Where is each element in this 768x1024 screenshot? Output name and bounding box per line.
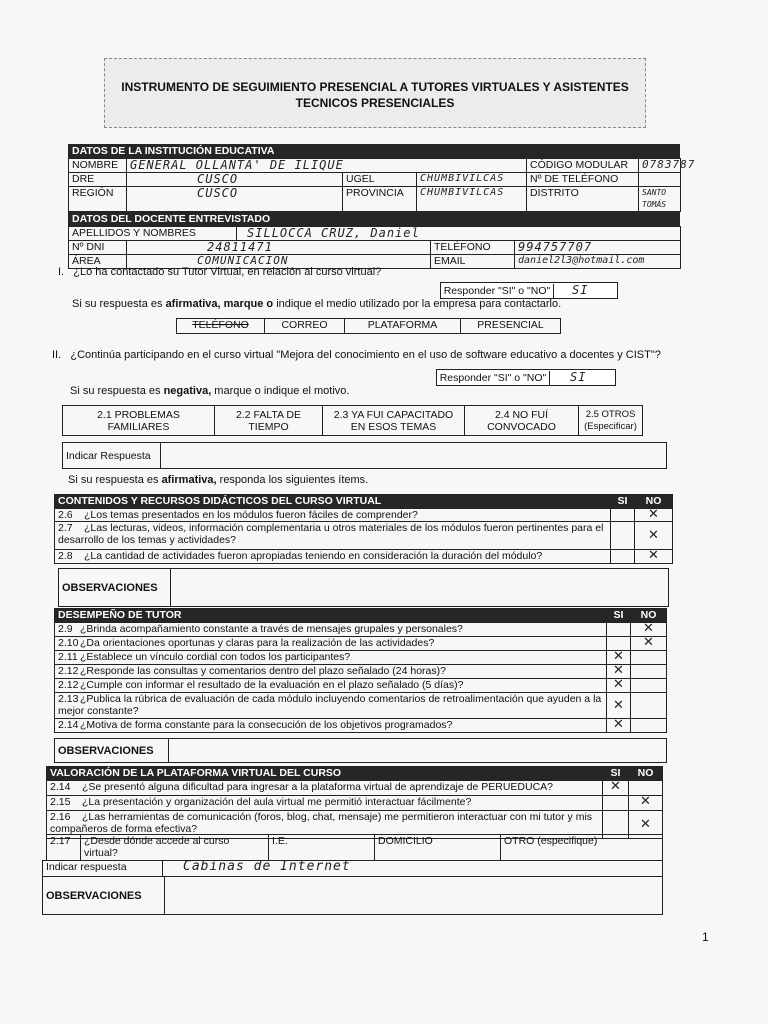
indicar-respuesta-field[interactable] [161, 443, 667, 469]
desempeno-no-header: NO [631, 609, 667, 623]
plataforma-table [46, 766, 663, 839]
item-num: 2.9 [58, 623, 73, 635]
desempeno-obs-field[interactable] [169, 739, 667, 763]
no-cell[interactable]: ✕ [635, 550, 673, 564]
option-plataforma[interactable]: PLATAFORMA [345, 319, 461, 334]
no-cell[interactable]: ✕ [631, 623, 667, 637]
desempeno-item [55, 637, 607, 651]
plataforma-obs-field[interactable] [165, 877, 663, 915]
si-cell[interactable]: ✕ [607, 679, 631, 693]
option-presencial[interactable]: PRESENCIAL [461, 319, 561, 334]
institution-header: DATOS DE LA INSTITUCIÓN EDUCATIVA [68, 144, 680, 158]
section2-response-box [436, 369, 616, 386]
contenidos-header: CONTENIDOS Y RECURSOS DIDÁCTICOS DEL CURSO VIRTUAL [55, 495, 611, 509]
no-cell[interactable]: ✕ [629, 811, 663, 839]
si-cell[interactable] [611, 522, 635, 550]
si-cell[interactable] [611, 550, 635, 564]
contenidos-observaciones [58, 568, 669, 607]
item-num: 2.13 [58, 693, 79, 705]
desempeno-obs-label: OBSERVACIONES [55, 739, 169, 763]
distrito-label: DISTRITO [527, 187, 639, 212]
contenidos-table [54, 494, 673, 564]
option-correo[interactable]: CORREO [265, 319, 345, 334]
plataforma-header: VALORACIÓN DE LA PLATAFORMA VIRTUAL DEL CURSO [47, 767, 603, 781]
nombre-value[interactable]: GENERAL OLLANTA' DE ILIQUE [127, 159, 527, 173]
section2-response-value[interactable]: SI [570, 370, 587, 384]
area-label: ÁREA [69, 255, 127, 269]
no-cell[interactable] [631, 719, 667, 733]
document-title [104, 58, 646, 128]
section2-text: ¿Continúa participando en el curso virtual "Mejora del conocimiento en el uso de software educativo a docentes y CIST"? [70, 349, 661, 361]
item-num: 2.11 [58, 651, 78, 663]
item-num: 2.8 [58, 550, 73, 562]
institution-section [68, 144, 696, 269]
desempeno-header: DESEMPEÑO DE TUTOR [55, 609, 607, 623]
si-cell[interactable] [611, 509, 635, 522]
no-cell[interactable]: ✕ [635, 509, 673, 522]
section1-instr-pre: Si su respuesta es [72, 298, 166, 310]
apellidos-label: APELLIDOS Y NOMBRES [69, 227, 237, 241]
item-text: ¿Publica la rúbrica de evaluación de cada módulo incluyendo comentarios de retroalimentación que ayuden a la mejor constante? [58, 693, 602, 717]
motivos-table [62, 405, 643, 436]
section2-instr-pre: Si su respuesta es [70, 385, 164, 397]
acceso-respuesta [42, 860, 663, 877]
contenidos-obs-label: OBSERVACIONES [59, 569, 171, 607]
item-text: ¿Cumple con informar el resultado de la evaluación en el plazo señalado (5 días)? [80, 679, 464, 691]
desempeno-table [54, 608, 667, 733]
aff-instr-post: responda los siguientes ítems. [216, 474, 369, 486]
provincia-label: PROVINCIA [343, 187, 417, 212]
contenidos-item-2-8 [55, 550, 611, 564]
institution-table [68, 158, 696, 212]
acceso-table [46, 834, 663, 861]
docente-table [68, 226, 681, 269]
item-num: 2.12 [58, 679, 79, 691]
no-cell[interactable] [631, 679, 667, 693]
title-line-2: TECNICOS PRESENCIALES [295, 96, 455, 110]
item-num: 2.14 [50, 781, 71, 793]
section1-question [58, 266, 381, 278]
q217-text: ¿Desde dónde accede al curso virtual? [81, 835, 269, 861]
item-text: ¿Establece un vínculo cordial con todos los participantes? [80, 651, 351, 663]
item-num: 2.15 [50, 796, 71, 808]
si-cell[interactable] [607, 623, 631, 637]
item-text: ¿Responde las consultas y comentarios dentro del plazo señalado (24 horas)? [80, 665, 446, 677]
nombre-label: NOMBRE [69, 159, 127, 173]
no-cell[interactable]: ✕ [631, 637, 667, 651]
plataforma-item [47, 781, 603, 796]
section2-instr-post: marque o indique el motivo. [211, 385, 350, 397]
desempeno-observaciones [54, 738, 667, 763]
acceso-otro[interactable]: OTRO (especifique) [501, 835, 663, 861]
area-value[interactable]: COMUNICACIÓN [127, 255, 431, 269]
plataforma-no-header: NO [629, 767, 663, 781]
plataforma-si-header: SI [603, 767, 629, 781]
email-label: EMAIL [431, 255, 515, 269]
section1-text: ¿Lo ha contactado su Tutor Virtual, en relación al curso virtual? [73, 266, 382, 278]
section2-number: II. [52, 349, 62, 361]
section1-number: I. [58, 266, 65, 278]
motivo-falta-tiempo[interactable]: 2.2 FALTA DE TIEMPO [215, 406, 323, 436]
title-line-1: INSTRUMENTO DE SEGUIMIENTO PRESENCIAL A TUTORES VIRTUALES Y ASISTENTES [121, 80, 629, 94]
item-num: 2.6 [58, 509, 73, 521]
dre-label: DRE [69, 173, 127, 187]
item-num: 2.10 [58, 637, 79, 649]
si-cell[interactable]: ✕ [603, 781, 629, 796]
no-cell[interactable] [631, 693, 667, 719]
no-cell[interactable] [631, 651, 667, 665]
item-num: 2.12 [58, 665, 79, 677]
item-num: 2.14 [58, 719, 79, 731]
motivo-problemas[interactable]: 2.1 PROBLEMAS FAMILIARES [63, 406, 215, 436]
desempeno-item [55, 623, 607, 637]
item-text: ¿La cantidad de actividades fueron apropiadas teniendo en consideración la duración del módulo? [84, 550, 543, 562]
dni-label: Nº DNI [69, 241, 127, 255]
section1-response-box [440, 282, 618, 299]
codigo-value[interactable]: 0783787 [639, 159, 681, 173]
item-text: ¿Da orientaciones oportunas y claras para la realización de las actividades? [80, 637, 435, 649]
contenidos-item-2-7 [55, 522, 611, 550]
section2-question [52, 349, 742, 361]
section1-instr-post: indique el medio utilizado por la empresa para contactarlo. [273, 298, 562, 310]
plataforma-obs-label: OBSERVACIONES [43, 877, 165, 915]
no-cell[interactable] [631, 665, 667, 679]
section2-response-label: Responder "SI" o "NO" [437, 371, 550, 386]
contenidos-item-2-6 [55, 509, 611, 522]
section1-instruction [72, 298, 561, 310]
si-cell[interactable] [603, 796, 629, 811]
desempeno-si-header: SI [607, 609, 631, 623]
affirmative-instruction [68, 474, 368, 486]
section1-response-value[interactable]: SI [572, 283, 589, 297]
email-value[interactable]: daniel2l3@hotmail.com [515, 255, 681, 269]
desempeno-item [55, 679, 607, 693]
desempeno-item [55, 665, 607, 679]
desempeno-item [55, 693, 607, 719]
item-text: ¿Brinda acompañamiento constante a través de mensajes grupales y personales? [80, 623, 463, 635]
region-label: REGIÓN [69, 187, 127, 212]
no-cell[interactable]: ✕ [635, 522, 673, 550]
plataforma-observaciones [42, 876, 663, 915]
contenidos-obs-field[interactable] [171, 569, 669, 607]
dre-value[interactable]: CUSCO [127, 173, 343, 187]
si-cell[interactable]: ✕ [607, 693, 631, 719]
contenidos-si-header: SI [611, 495, 635, 509]
indicar-respuesta-row [62, 442, 667, 469]
si-cell[interactable]: ✕ [607, 651, 631, 665]
telefono-inst-value[interactable] [639, 173, 681, 187]
section1-response-label: Responder "SI" o "NO" [441, 284, 554, 299]
ugel-value[interactable]: CHUMBIVILCAS [417, 173, 527, 187]
aff-instr-pre: Si su respuesta es [68, 474, 162, 486]
item-text: ¿La presentación y organización del aula virtual me permitió interactuar fácilmente? [82, 796, 472, 808]
item-text: ¿Las lecturas, videos, información complementaria u otros materiales de los módulos fueron pertinentes para el desarrollo de los temas y actividades? [58, 522, 604, 546]
desempeno-item [55, 651, 607, 665]
motivo-no-convocado[interactable]: 2.4 NO FUÍ CONVOCADO [465, 406, 579, 436]
no-cell[interactable]: ✕ [629, 796, 663, 811]
item-num: 2.16 [50, 811, 71, 823]
plataforma-item [47, 796, 603, 811]
acceso-ie[interactable]: I.E. [269, 835, 375, 861]
si-cell[interactable]: ✕ [607, 665, 631, 679]
si-cell[interactable]: ✕ [607, 719, 631, 733]
dni-value[interactable]: 24811471 [127, 241, 431, 255]
telefono-value[interactable]: 994757707 [515, 241, 681, 255]
telefono-inst-label: Nº DE TELÉFONO [527, 173, 639, 187]
region-value[interactable]: CUSCO [127, 187, 343, 212]
distrito-value[interactable]: SANTO TOMÁS [639, 187, 681, 212]
item-text: ¿Se presentó alguna dificultad para ingresar a la plataforma virtual de aprendizaje de PERUEDUCA? [82, 781, 554, 793]
motivo-capacitado[interactable]: 2.3 YA FUI CAPACITADO EN ESOS TEMAS [323, 406, 465, 436]
section2-instruction [70, 385, 349, 397]
item-num: 2.7 [58, 522, 73, 534]
section2-instr-bold: negativa, [163, 385, 212, 397]
indicar-respuesta-label: Indicar Respuesta [63, 443, 161, 469]
indicar-respuesta-label-2: Indicar respuesta [43, 861, 163, 877]
provincia-value[interactable]: CHUMBIVILCAS [417, 187, 527, 212]
indicar-respuesta-value[interactable]: Cabinas de Internet [163, 861, 663, 877]
section1-instr-bold: afirmativa, marque o [165, 298, 274, 310]
item-text: ¿Las herramientas de comunicación (foros, blog, chat, mensaje) me permitieron interactuar con mi tutor y mis compañeros de forma efectiva? [50, 811, 593, 835]
ugel-label: UGEL [343, 173, 417, 187]
item-text: ¿Motiva de forma constante para la consecución de los objetivos programados? [80, 719, 453, 731]
codigo-label: CÓDIGO MODULAR [527, 159, 639, 173]
option-telefono[interactable]: TELÉFONO [177, 319, 265, 334]
q217-num: 2.17 [47, 835, 81, 861]
docente-header: DATOS DEL DOCENTE ENTREVISTADO [68, 212, 680, 226]
item-text: ¿Los temas presentados en los módulos fueron fáciles de comprender? [84, 509, 418, 521]
aff-instr-bold: afirmativa, [161, 474, 217, 486]
page-number: 1 [702, 930, 709, 944]
acceso-domicilio[interactable]: DOMICILIO [375, 835, 501, 861]
contact-options [176, 318, 561, 334]
apellidos-value[interactable]: SILLOCCA CRUZ, Daniel [237, 227, 681, 241]
contenidos-no-header: NO [635, 495, 673, 509]
telefono-label: TELÉFONO [431, 241, 515, 255]
motivo-otros[interactable]: 2.5 OTROS (Especificar) [579, 406, 643, 436]
desempeno-item [55, 719, 607, 733]
